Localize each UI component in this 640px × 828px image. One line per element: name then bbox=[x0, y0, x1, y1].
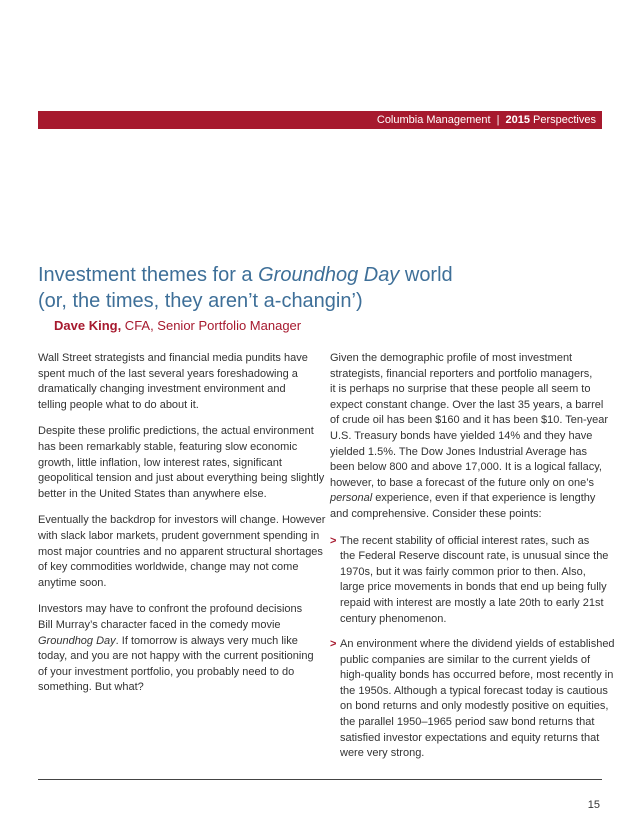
text-line: telling people what to do about it. bbox=[38, 398, 199, 411]
text-line: and comprehensive. Consider these points: bbox=[330, 507, 542, 520]
text-line: better in the United States than anywhere else. bbox=[38, 487, 267, 500]
movie-title-italic: Groundhog Day bbox=[38, 634, 116, 647]
text-line: dramatically changing investment environment and bbox=[38, 383, 286, 396]
text-line: has been remarkably stable, featuring slow economic bbox=[38, 440, 298, 453]
text-line: the parallel 1950–1965 period saw bond returns that bbox=[340, 716, 595, 729]
text-line: of your investment portfolio, you probably need to do bbox=[38, 665, 295, 678]
title-line-1 bbox=[38, 262, 598, 288]
text-line: century phenomenon. bbox=[340, 612, 447, 625]
right-column bbox=[330, 351, 615, 772]
text-line: An environment where the dividend yields of established bbox=[340, 638, 615, 651]
article-title bbox=[38, 262, 598, 314]
text-line: public companies are similar to the current yields of bbox=[340, 653, 591, 666]
text-line: Eventually the backdrop for investors will change. However bbox=[38, 514, 326, 527]
text-line: strategists, financial reporters and portfolio managers, bbox=[330, 367, 593, 380]
paragraph-2 bbox=[38, 424, 325, 502]
text-line: of crude oil has been $160 and it has been $10. Ten-year bbox=[330, 414, 609, 427]
text-line: Wall Street strategists and financial media pundits have bbox=[38, 352, 308, 364]
text-line: large price movements in bonds that end up being fully bbox=[340, 581, 607, 594]
text-line: something. But what? bbox=[38, 681, 144, 694]
paragraph-1 bbox=[38, 351, 313, 413]
bullet-point-2 bbox=[330, 637, 615, 762]
text-line: Bill Murray’s character faced in the comedy movie bbox=[38, 618, 281, 631]
emphasis-personal: personal bbox=[330, 492, 373, 505]
text-line: yielded 1.5%. The Dow Jones Industrial Average has bbox=[330, 445, 588, 458]
header-year: 2015 bbox=[505, 114, 530, 126]
text-line: most major countries and no apparent structural shortages bbox=[38, 545, 323, 558]
author-name: Dave King, bbox=[54, 318, 122, 333]
text-line: satisfied investor expectations and equity returns that bbox=[340, 731, 600, 744]
title-prefix: Investment themes for a bbox=[38, 264, 259, 286]
header-section: Perspectives bbox=[533, 114, 596, 126]
header-separator: | bbox=[496, 114, 500, 126]
header-brand: Columbia Management bbox=[376, 114, 491, 126]
author-byline bbox=[54, 318, 301, 333]
text-line: on bond returns and only modestly positive on equities, bbox=[340, 700, 609, 713]
page-number: 15 bbox=[587, 799, 600, 811]
text-line: U.S. Treasury bonds have yielded 14% and they have bbox=[330, 429, 593, 442]
bullet-marker: > bbox=[330, 638, 337, 651]
text-line: the 1950s. Although a typical forecast today is cautious bbox=[340, 684, 608, 697]
title-movie-name: Groundhog Day bbox=[258, 264, 400, 286]
text-line: geopolitical tension and just about everything being slightly bbox=[38, 472, 325, 485]
text-line: been below 800 and above 17,000. It is a logical fallacy, bbox=[330, 461, 602, 474]
text-fragment: experience, even if that experience is lengthy bbox=[372, 492, 596, 505]
text-line: anytime soon. bbox=[38, 576, 107, 589]
footer-divider bbox=[38, 779, 602, 780]
text-line: Despite these prolific predictions, the actual environment bbox=[38, 425, 314, 438]
bullet-marker: > bbox=[330, 534, 337, 547]
text-line: The recent stability of official interest rates, such as bbox=[340, 534, 590, 547]
paragraph-3 bbox=[38, 513, 326, 591]
text-line: of key commodities worldwide, change may not come bbox=[38, 561, 299, 574]
text-line: spent much of the last several years foreshadowing a bbox=[38, 367, 298, 380]
text-line bbox=[330, 491, 602, 507]
header-bar bbox=[38, 111, 602, 129]
intro-paragraph bbox=[330, 351, 609, 523]
text-line: Given the demographic profile of most investment bbox=[330, 352, 573, 364]
text-line: high-quality bonds has occurred before, most recently in bbox=[340, 669, 614, 682]
text-line: 1970s, but it was fairly common prior to then. Also, bbox=[340, 565, 586, 578]
text-line: however, to base a forecast of the future only on one’s bbox=[330, 476, 594, 489]
left-column bbox=[38, 351, 326, 707]
paragraph-4 bbox=[38, 602, 313, 696]
author-credentials: CFA, Senior Portfolio Manager bbox=[121, 318, 302, 333]
text-line: were very strong. bbox=[340, 747, 425, 760]
text-line: repaid with interest are mostly a late 20th to early 21st bbox=[340, 596, 604, 609]
text-fragment: . If tomorrow is always very much like bbox=[115, 634, 298, 647]
text-line: with slack labor markets, prudent government spending in bbox=[38, 529, 320, 542]
text-line: expect constant change. Over the last 35 years, a barrel bbox=[330, 398, 604, 411]
text-line bbox=[38, 634, 313, 650]
bullet-point-1 bbox=[330, 534, 609, 628]
text-line: it is perhaps no surprise that these people all seem to bbox=[330, 383, 591, 396]
text-line: growth, little inflation, low interest rates, significant bbox=[38, 456, 282, 469]
text-line: Investors may have to confront the profound decisions bbox=[38, 603, 303, 616]
title-suffix: world bbox=[399, 264, 453, 286]
text-line: today, and you are not happy with the current positioning bbox=[38, 650, 314, 663]
title-line-2: (or, the times, they aren’t a-changin’) bbox=[38, 290, 363, 312]
text-line: the Federal Reserve discount rate, is unusual since the bbox=[340, 550, 609, 563]
